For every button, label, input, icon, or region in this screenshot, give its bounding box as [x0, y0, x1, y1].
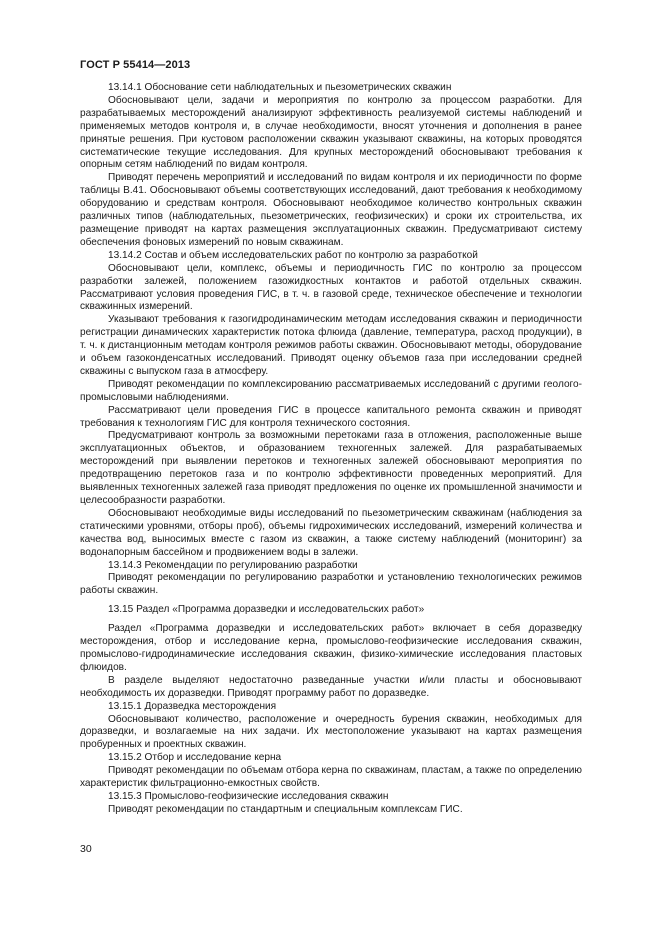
body-paragraph: Указывают требования к газогидродинамическим методам исследования скважин и периодичности регистрации динамических характеристик потока флюида (давление, температура, расход продукции), в т. ч. к дистанционным методам контроля режимов работы скважин. Обосновывают методы, оборудование и объем газоконденсатных исследований. Приводят оценку объемов газа при исследовании средней скважины с выпуском газа в атмосферу. [80, 314, 582, 377]
body-paragraph: Обосновывают необходимые виды исследований по пьезометрическим скважинам (наблюдения за статическими уровнями, отборы проб), объемы гидрохимических исследований, измерений количества и качества вод, выносимых вместе с газом из скважин, а также систему наблюдений (мониторинг) за водонапорным бассейном и продвижением воды в залежи. [80, 507, 582, 558]
subsection-heading: 13.15.1 Доразведка месторождения [108, 700, 277, 712]
subsection-heading: 13.15.3 Промыслово-геофизические исследования скважин [108, 790, 389, 802]
subsection-heading: 13.14.3 Рекомендации по регулированию разработки [108, 559, 358, 571]
page-number: 30 [80, 843, 92, 855]
document-header: ГОСТ Р 55414—2013 [80, 59, 191, 71]
body-paragraph: Приводят рекомендации по комплексированию рассматриваемых исследований с другими геолого-промысловыми наблюдениями. [80, 378, 582, 403]
body-paragraph: Обосновывают количество, расположение и очередность бурения скважин, необходимых для доразведки, и возлагаемые на них задачи. Их местоположение указывают на картах размещения пробуренных и проектных скважин. [80, 713, 582, 751]
body-paragraph: Обосновывают цели, задачи и мероприятия по контролю за процессом разработки. Для разрабатываемых месторождений анализируют эффективность реализуемой системы наблюдений и применяемых методов контроля и, в случае необходимости, вносят уточнения и дополнения в ранее принятые решения. При кустовом расположении скважин указывают скважины, на которых проводятся систематические текущие исследования. Для крупных месторождений обосновывают требования к опорным сетям наблюдений по видам контроля. [80, 94, 582, 171]
body-paragraph: Приводят перечень мероприятий и исследований по видам контроля и их периодичности по форме таблицы В.41. Обосновывают объемы соответствующих исследований, дают требования к необходимому оборудованию и средствам контроля. Обосновывают необходимое количество контрольных скважин различных типов (наблюдательных, пьезометрических, геофизических) и сроки их строительства, их размещение приводят на картах размещения эксплуатационных скважин. Предусматривают систему обеспечения фоновых измерений по новым скважинам. [80, 172, 582, 248]
subsection-heading: 13.14.1 Обоснование сети наблюдательных и пьезометрических скважин [108, 82, 452, 93]
body-paragraph: Приводят рекомендации по регулированию разработки и установлению технологических режимов работы скважин. [80, 572, 582, 597]
subsection-heading: 13.15.2 Отбор и исследование керна [108, 752, 282, 764]
subsection-heading: 13.14.2 Состав и объем исследовательских работ по контролю за разработкой [108, 249, 478, 261]
body-paragraph: В разделе выделяют недостаточно разведанные участки и/или пласты и обосновывают необходимость их доразведки. Приводят программу работ по доразведке. [80, 674, 582, 699]
section-heading: 13.15 Раздел «Программа доразведки и исследовательских работ» [108, 604, 425, 616]
body-paragraph: Раздел «Программа доразведки и исследовательских работ» включает в себя доразведку месторождения, отбор и исследование керна, промыслово-геофизические исследования скважин, промыслово-гидродинамические исследования скважин, физико-химические исследования пластовых флюидов. [80, 623, 582, 673]
document-body [80, 82, 582, 817]
body-paragraph: Приводят рекомендации по объемам отбора керна по скважинам, пластам, а также по определению характеристик фильтрационно-емкостных свойств. [80, 765, 582, 790]
body-paragraph: Приводят рекомендации по стандартным и специальным комплексам ГИС. [108, 803, 463, 815]
body-paragraph: Предусматривают контроль за возможными перетоками газа в отложения, расположенные выше эксплуатационных объектов, и образованием техногенных залежей. Для разрабатываемых месторождений при выявлении перетоков и техногенных залежей обосновывают мероприятия по предотвращению перетоков газа и по контролю эффективности проведенных мероприятий. Для выявленных техногенных залежей газа приводят предложения по оценке их промышленной значимости и целесообразности разработки. [80, 430, 582, 506]
body-paragraph: Рассматривают цели проведения ГИС в процессе капитального ремонта скважин и приводят требования к технологиям ГИС для контроля технического состояния. [80, 404, 582, 429]
body-paragraph: Обосновывают цели, комплекс, объемы и периодичность ГИС по контролю за процессом разработки залежей, положением газожидкостных контактов и работой отдельных скважин. Рассматривают условия проведения ГИС, в т. ч. в газовой среде, техническое обеспечение и технологии скважинных измерений. [80, 262, 582, 313]
